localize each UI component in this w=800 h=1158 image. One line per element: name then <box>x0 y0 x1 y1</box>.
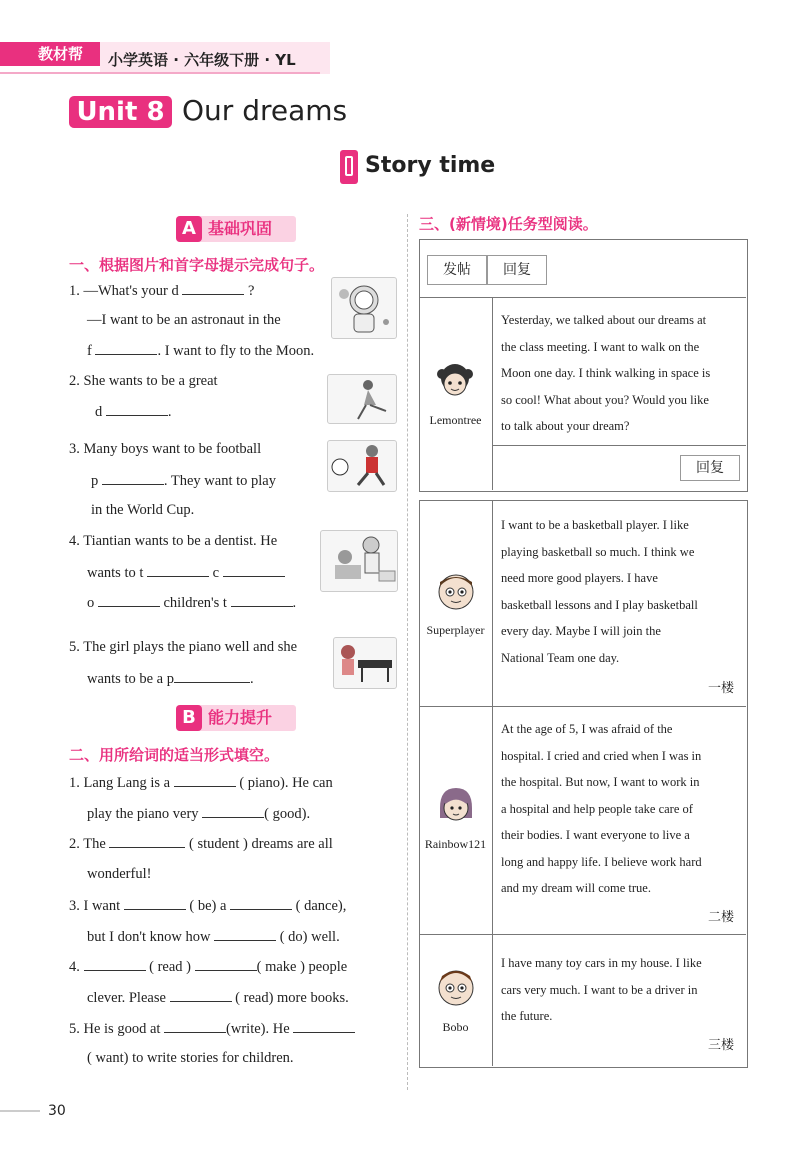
q1-heading: 一、根据图片和首字母提示完成句子。 <box>69 256 325 274</box>
q2-item3-line2: but I don't know how ( do) well. <box>87 929 340 945</box>
q1-item5-line2: wants to be a p . <box>87 671 254 687</box>
thread-divider <box>419 297 746 298</box>
floor-label: 二楼 <box>708 910 735 925</box>
unit-title: Our dreams <box>182 94 348 127</box>
q2-item5-line1: 5. He is good at (write). He <box>69 1020 355 1038</box>
q1-item4-line1: 4. Tiantian wants to be a dentist. He <box>69 533 278 549</box>
reply-text: I have many toy cars in my house. I like cars very much. I want to be a driver in the future. <box>501 956 702 1023</box>
footer-line <box>0 1110 40 1112</box>
q1-item1-line3: f . I want to fly to the Moon. <box>87 343 315 359</box>
unit-label: Unit 8 <box>69 96 172 128</box>
q2-item1-line1: 1. Lang Lang is a ( piano). He can <box>69 775 333 791</box>
q1-item3-line1: 3. Many boys want to be football <box>69 441 262 457</box>
q1-item2-line2: d . <box>95 404 172 420</box>
replies-col-divider <box>492 500 493 1066</box>
reply-name: Bobo <box>442 1020 469 1034</box>
bobo-avatar <box>434 966 478 1010</box>
q1-item2-line1: 2. She wants to be a great <box>69 373 218 389</box>
astronaut-picture <box>331 277 397 339</box>
superplayer-avatar <box>434 570 478 614</box>
post-reply-button[interactable]: 回复 <box>680 455 740 481</box>
q2-item2-line1: 2. The ( student ) dreams are all <box>69 836 333 852</box>
football-picture <box>327 440 397 492</box>
floor-label: 一楼 <box>708 681 735 696</box>
section-b-label: 能力提升 <box>208 708 273 727</box>
q2-item3-line1: 3. I want ( be) a ( dance), <box>69 898 347 914</box>
header-tag: 教材帮 <box>0 42 100 66</box>
q1-item1-line2: —I want to be an astronaut in the <box>87 312 281 328</box>
book-icon <box>340 150 358 184</box>
post-text: Yesterday, we talked about our dreams at the class meeting. I want to walk on the Moon one day. I think walking in space is so cool! What about you? Would you like to talk about your dream? <box>501 313 711 433</box>
section-a-letter: A <box>176 216 202 242</box>
floor-label: 三楼 <box>708 1038 735 1053</box>
reply-text: I want to be a basketball player. I like playing basketball so much. I think we need more good players. I have basketball lessons and I play basketball every day. Maybe I will join the National Team one day. <box>501 518 698 665</box>
rainbow121-avatar <box>434 784 478 828</box>
q2-item4-line2: clever. Please ( read) more books. <box>87 990 349 1006</box>
post-button[interactable]: 发帖 <box>427 255 487 285</box>
header-divider <box>0 72 320 74</box>
reply-divider-1 <box>419 706 746 707</box>
q1-item1-line1: 1. —What's your d ? <box>69 283 255 299</box>
section-b-letter: B <box>176 705 202 731</box>
header-title: 小学英语 · 六年级下册 · YL <box>108 51 296 69</box>
page-number: 30 <box>48 1103 66 1119</box>
lemontree-avatar <box>433 362 477 406</box>
q2-item4-line1: 4. ( read ) ( make ) people <box>69 959 348 975</box>
reply-button[interactable]: 回复 <box>487 255 547 285</box>
reply-name: Rainbow121 <box>424 837 487 851</box>
q1-item4-line2: wants to t c <box>87 564 285 582</box>
piano-picture <box>333 637 397 689</box>
section-a-label: 基础巩固 <box>208 219 273 238</box>
q2-item2-line2: wonderful! <box>87 866 152 882</box>
q2-item5-line2: ( want) to write stories for children. <box>87 1050 294 1066</box>
q1-item3-line2: p . They want to play <box>91 473 276 489</box>
q1-item4-line3: o children's t . <box>87 595 297 611</box>
reply-text: At the age of 5, I was afraid of the hospital. I cried and cried when I was in the hospital. But now, I want to work in a hospital and help people take care of their bodies. I want everyone to live a long and happy life. I believe work hard and my dream will come true. <box>501 722 702 895</box>
q1-item5-line1: 5. The girl plays the piano well and she <box>69 639 298 655</box>
dentist-picture <box>320 530 398 592</box>
reply-name: Superplayer <box>426 623 485 637</box>
story-title: Story time <box>365 153 496 178</box>
thread-col-divider <box>492 297 493 490</box>
reply-divider-2 <box>419 934 746 935</box>
q3-heading: 三、(新情境)任务型阅读。 <box>419 215 598 233</box>
q2-heading: 二、用所给词的适当形式填空。 <box>69 746 280 764</box>
column-divider <box>407 214 409 1090</box>
q1-item3-line3: in the World Cup. <box>91 502 195 518</box>
thread-reply-divider <box>492 445 746 446</box>
dancer-picture <box>327 374 397 424</box>
q2-item1-line2: play the piano very ( good). <box>87 806 311 822</box>
poster-name: Lemontree <box>429 413 482 427</box>
